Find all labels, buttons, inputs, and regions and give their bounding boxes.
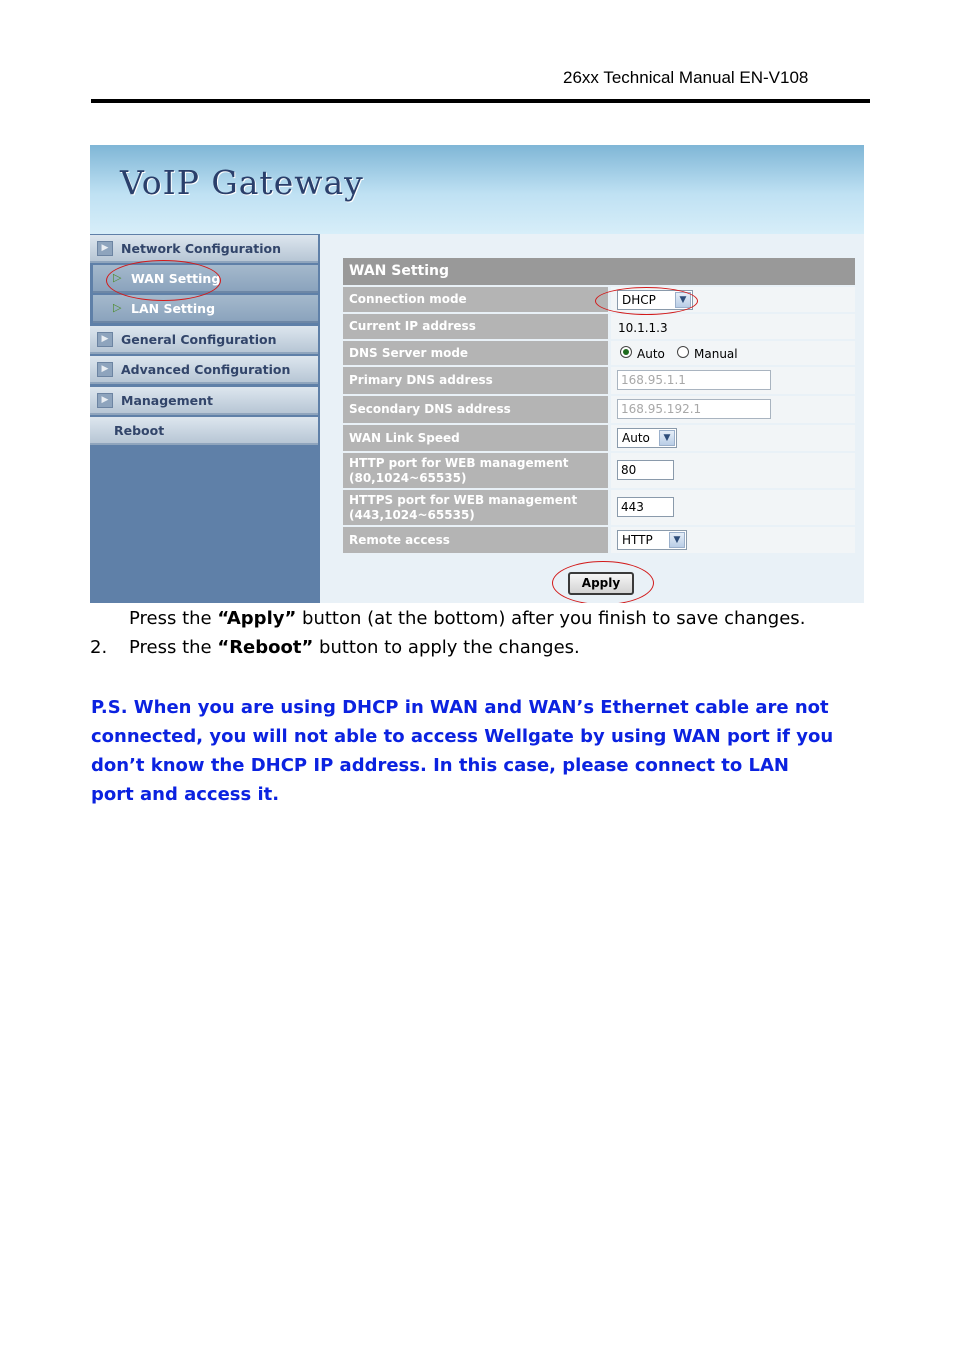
current-ip-cell xyxy=(611,314,855,339)
https-port-cell xyxy=(611,490,855,525)
dns-mode-cell xyxy=(611,341,855,365)
banner-title: VoIP Gateway xyxy=(120,163,364,202)
current-ip-value: 10.1.1.3 xyxy=(618,321,668,335)
chevron-down-icon: ▼ xyxy=(675,292,691,308)
sidebar xyxy=(90,234,320,603)
sidebar-item-management[interactable] xyxy=(90,387,318,415)
apply-button[interactable]: Apply xyxy=(568,572,634,595)
secondary-dns-label: Secondary DNS address xyxy=(343,396,608,423)
ps-note-line: P.S. When you are using DHCP in WAN and WAN’s Ethernet cable are not xyxy=(91,697,829,718)
remote-access-label: Remote access xyxy=(343,527,608,553)
document-header-title: 26xx Technical Manual EN-V108 xyxy=(563,68,809,87)
expand-arrow-icon: ▶ xyxy=(97,362,113,377)
instruction-apply: Press the “Apply” button (at the bottom) after you finish to save changes. xyxy=(129,608,806,629)
primary-dns-cell xyxy=(611,367,855,394)
remote-access-select[interactable]: HTTP ▼ xyxy=(617,530,687,550)
ps-note-line: don’t know the DHCP IP address. In this case, please connect to LAN xyxy=(91,755,789,776)
banner xyxy=(90,145,864,234)
sidebar-item-reboot[interactable] xyxy=(90,417,318,445)
triangle-bullet-icon: ▷ xyxy=(113,301,122,314)
dns-auto-label: Auto xyxy=(637,347,665,361)
wan-speed-cell xyxy=(611,425,855,451)
http-port-label: HTTP port for WEB management (80,1024~65535) xyxy=(343,453,608,488)
https-port-input[interactable]: 443 xyxy=(617,497,674,517)
panel-title: WAN Setting xyxy=(343,258,855,285)
expand-arrow-icon: ▶ xyxy=(97,332,113,347)
dns-mode-label: DNS Server mode xyxy=(343,341,608,365)
http-port-cell xyxy=(611,453,855,488)
sidebar-item-general-configuration[interactable] xyxy=(90,326,318,354)
wan-speed-label: WAN Link Speed xyxy=(343,425,608,451)
connection-mode-select[interactable]: DHCP ▼ xyxy=(617,290,693,310)
sidebar-item-label: General Configuration xyxy=(121,332,277,347)
sidebar-item-label: Network Configuration xyxy=(121,241,281,256)
http-port-input[interactable]: 80 xyxy=(617,460,674,480)
header-rule xyxy=(91,99,870,103)
dns-manual-label: Manual xyxy=(694,347,738,361)
ps-note-line: connected, you will not able to access Wellgate by using WAN port if you xyxy=(91,726,834,747)
triangle-bullet-icon: ▷ xyxy=(113,271,122,284)
sidebar-item-network-configuration[interactable] xyxy=(90,235,318,263)
sidebar-item-wan-setting[interactable] xyxy=(93,265,318,293)
remote-access-cell xyxy=(611,527,855,553)
primary-dns-label: Primary DNS address xyxy=(343,367,608,394)
expand-arrow-icon: ▶ xyxy=(97,393,113,408)
ps-note xyxy=(91,693,871,809)
gateway-screenshot xyxy=(90,145,864,603)
connection-mode-label: Connection mode xyxy=(343,287,608,312)
sidebar-item-lan-setting[interactable] xyxy=(93,295,318,323)
sidebar-item-label: Advanced Configuration xyxy=(121,362,291,377)
current-ip-label: Current IP address xyxy=(343,314,608,339)
wan-speed-select[interactable]: Auto ▼ xyxy=(617,428,677,448)
sidebar-item-advanced-configuration[interactable] xyxy=(90,356,318,384)
expand-arrow-icon: ▶ xyxy=(97,241,113,256)
secondary-dns-cell xyxy=(611,396,855,423)
chevron-down-icon: ▼ xyxy=(659,430,675,446)
sidebar-item-label: WAN Setting xyxy=(131,271,221,286)
dns-auto-radio[interactable] xyxy=(620,346,632,358)
primary-dns-input[interactable]: 168.95.1.1 xyxy=(617,370,771,390)
instruction-reboot: Press the “Reboot” button to apply the changes. xyxy=(129,637,580,658)
secondary-dns-input[interactable]: 168.95.192.1 xyxy=(617,399,771,419)
https-port-label: HTTPS port for WEB management (443,1024~65535) xyxy=(343,490,608,525)
sidebar-item-label: Reboot xyxy=(114,423,165,438)
instruction-number-2: 2. xyxy=(90,637,108,658)
sidebar-item-label: Management xyxy=(121,393,214,408)
chevron-down-icon: ▼ xyxy=(669,532,685,548)
ps-note-line: port and access it. xyxy=(91,784,280,805)
sidebar-item-label: LAN Setting xyxy=(131,301,216,316)
dns-manual-radio[interactable] xyxy=(677,346,689,358)
connection-mode-cell xyxy=(611,287,855,312)
